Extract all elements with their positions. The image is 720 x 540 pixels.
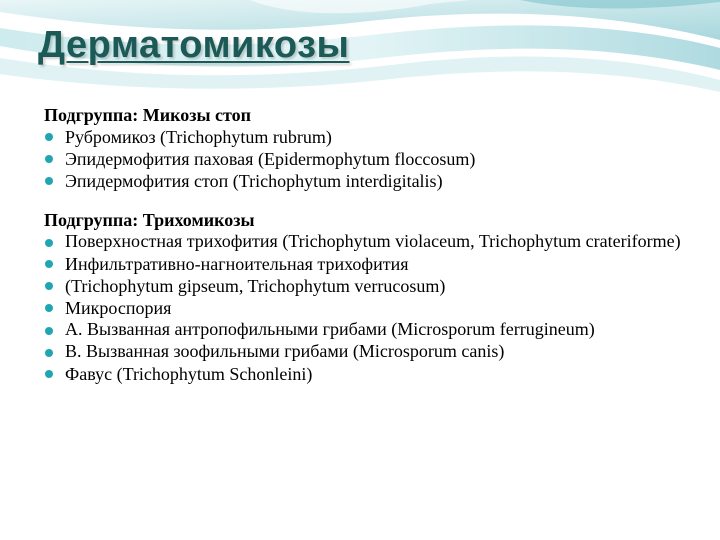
list-item: Рубромикоз (Trichophytum rubrum) [44,126,684,148]
foot-mycoses-list [44,126,684,192]
content-body [44,104,684,385]
bullet-icon [45,155,53,163]
list-item: В. Вызванная зоофильными грибами (Microsporum canis) [44,341,684,363]
bullet-icon [45,370,53,378]
slide-title: Дерматомикозы [38,24,350,66]
list-item: (Trichophytum gipseum, Trichophytum verrucosum) [44,275,684,297]
list-item: Фавус (Trichophytum Schonleini) [44,363,684,385]
group-heading-trichomycoses: Подгруппа: Трихомикозы [44,210,255,230]
bullet-icon [45,304,53,312]
bullet-icon [45,282,53,290]
trichomycoses-list [44,231,684,385]
list-item: Поверхностная трихофития (Trichophytum violaceum, Trichophytum crateriforme) [44,231,684,253]
list-item: А. Вызванная антропофильными грибами (Microsporum ferrugineum) [44,319,684,341]
bullet-icon [45,260,53,268]
list-item: Эпидермофития стоп (Trichophytum interdigitalis) [44,170,684,192]
list-item: Инфильтративно-нагноительная трихофития [44,253,684,275]
bullet-icon [45,177,53,185]
bullet-icon [45,327,53,335]
bullet-icon [45,133,53,141]
list-item: Эпидермофития паховая (Epidermophytum floccosum) [44,148,684,170]
bullet-icon [45,239,53,247]
bullet-icon [45,349,53,357]
list-item: Микроспория [44,297,684,319]
group-heading-foot-mycoses: Подгруппа: Микозы стоп [44,105,252,125]
